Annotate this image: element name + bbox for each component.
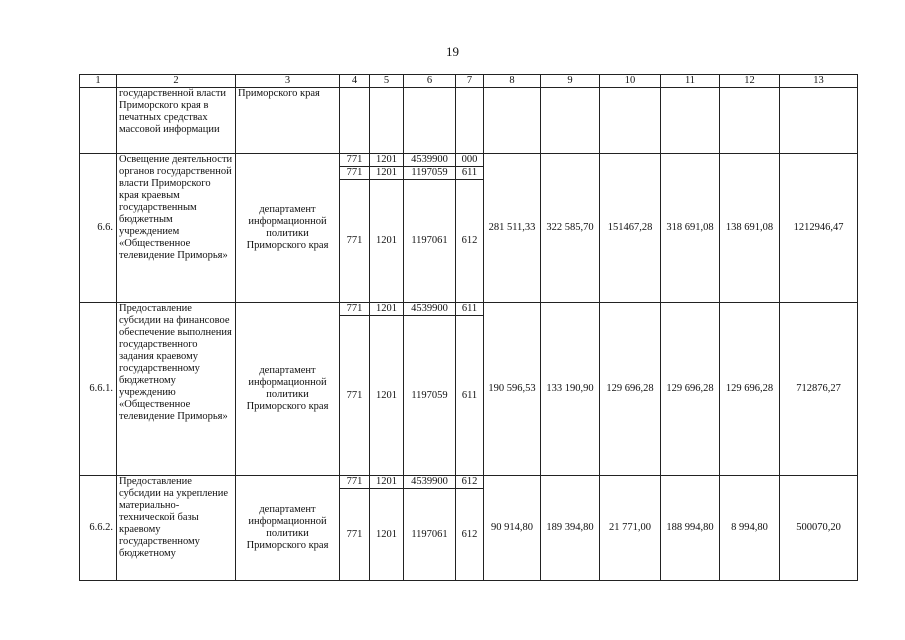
code-cell: 771 xyxy=(340,154,370,167)
department: департамент информационной политики Приморского края xyxy=(236,476,340,581)
value-cell: 189 394,80 xyxy=(541,476,600,581)
row-number xyxy=(80,88,117,154)
department: Приморского края xyxy=(236,88,340,154)
empty-cell xyxy=(404,88,456,154)
code-cell: 771 xyxy=(340,316,370,476)
code-cell: 000 xyxy=(456,154,484,167)
code-cell: 612 xyxy=(456,180,484,303)
code-cell: 1197059 xyxy=(404,167,456,180)
code-cell: 611 xyxy=(456,303,484,316)
value-cell: 138 691,08 xyxy=(720,154,780,303)
col-header: 1 xyxy=(80,75,117,88)
code-cell: 1197061 xyxy=(404,489,456,581)
row-number: 6.6.1. xyxy=(80,303,117,476)
value-cell: 129 696,28 xyxy=(661,303,720,476)
value-cell: 133 190,90 xyxy=(541,303,600,476)
code-cell: 4539900 xyxy=(404,303,456,316)
department: департамент информационной политики Приморского края xyxy=(236,154,340,303)
code-cell: 4539900 xyxy=(404,154,456,167)
code-cell: 1201 xyxy=(370,154,404,167)
budget-table xyxy=(79,74,858,581)
col-header: 12 xyxy=(720,75,780,88)
code-cell: 1201 xyxy=(370,489,404,581)
row-number: 6.6. xyxy=(80,154,117,303)
empty-cell xyxy=(456,88,484,154)
department: департамент информационной политики Приморского края xyxy=(236,303,340,476)
code-cell: 1201 xyxy=(370,303,404,316)
row-number: 6.6.2. xyxy=(80,476,117,581)
empty-cell xyxy=(541,88,600,154)
col-header: 9 xyxy=(541,75,600,88)
table-row xyxy=(80,476,858,489)
code-cell: 1201 xyxy=(370,167,404,180)
code-cell: 612 xyxy=(456,476,484,489)
value-cell: 8 994,80 xyxy=(720,476,780,581)
col-header: 4 xyxy=(340,75,370,88)
code-cell: 771 xyxy=(340,167,370,180)
table-row xyxy=(80,303,858,316)
value-cell: 90 914,80 xyxy=(484,476,541,581)
empty-cell xyxy=(370,88,404,154)
value-cell: 1212946,47 xyxy=(780,154,858,303)
code-cell: 611 xyxy=(456,316,484,476)
code-cell: 1197061 xyxy=(404,180,456,303)
col-header: 8 xyxy=(484,75,541,88)
item-name: государственной власти Приморского края в печатных средствах массовой информации xyxy=(117,88,236,154)
column-number-row xyxy=(80,75,858,88)
empty-cell xyxy=(720,88,780,154)
empty-cell xyxy=(780,88,858,154)
value-cell: 188 994,80 xyxy=(661,476,720,581)
code-cell: 1201 xyxy=(370,476,404,489)
col-header: 2 xyxy=(117,75,236,88)
value-cell: 712876,27 xyxy=(780,303,858,476)
value-cell: 281 511,33 xyxy=(484,154,541,303)
col-header: 11 xyxy=(661,75,720,88)
col-header: 6 xyxy=(404,75,456,88)
page-number: 19 xyxy=(446,44,459,59)
col-header: 3 xyxy=(236,75,340,88)
code-cell: 611 xyxy=(456,167,484,180)
value-cell: 21 771,00 xyxy=(600,476,661,581)
item-name: Освещение деятельности органов государственной власти Приморского края краевым государственным бюджетным учреждением «Общественное телевидение Приморья» xyxy=(117,154,236,303)
value-cell: 151467,28 xyxy=(600,154,661,303)
empty-cell xyxy=(484,88,541,154)
empty-cell xyxy=(600,88,661,154)
col-header: 7 xyxy=(456,75,484,88)
item-name: Предоставление субсидии на финансовое обеспечение выполнения государственного задания краевому государственному бюджетному учреждению «Общественное телевидение Приморья» xyxy=(117,303,236,476)
table-row xyxy=(80,154,858,167)
col-header: 10 xyxy=(600,75,661,88)
col-header: 13 xyxy=(780,75,858,88)
value-cell: 190 596,53 xyxy=(484,303,541,476)
value-cell: 500070,20 xyxy=(780,476,858,581)
code-cell: 771 xyxy=(340,476,370,489)
code-cell: 1201 xyxy=(370,180,404,303)
value-cell: 129 696,28 xyxy=(600,303,661,476)
value-cell: 318 691,08 xyxy=(661,154,720,303)
code-cell: 612 xyxy=(456,489,484,581)
code-cell: 1197059 xyxy=(404,316,456,476)
table-row xyxy=(80,88,858,154)
item-name: Предоставление субсидии на укрепление материально-технической базы краевому государственному бюджетному xyxy=(117,476,236,581)
empty-cell xyxy=(661,88,720,154)
value-cell: 129 696,28 xyxy=(720,303,780,476)
code-cell: 771 xyxy=(340,303,370,316)
col-header: 5 xyxy=(370,75,404,88)
value-cell: 322 585,70 xyxy=(541,154,600,303)
code-cell: 771 xyxy=(340,489,370,581)
code-cell: 4539900 xyxy=(404,476,456,489)
code-cell: 771 xyxy=(340,180,370,303)
code-cell: 1201 xyxy=(370,316,404,476)
empty-cell xyxy=(340,88,370,154)
